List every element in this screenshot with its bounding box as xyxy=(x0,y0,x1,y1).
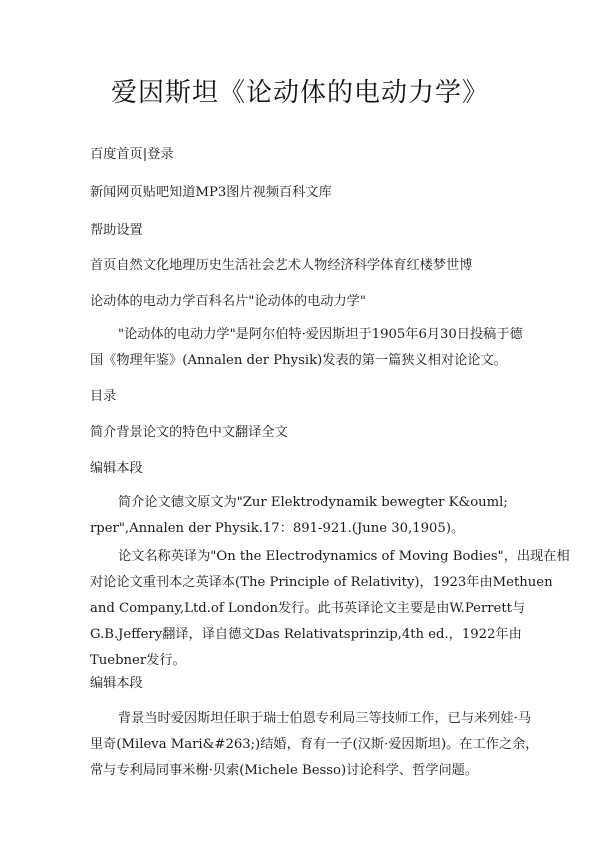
nav-categories[interactable]: 首页自然文化地理历史生活社会艺术人物经济科学体育红楼梦世博 xyxy=(90,258,473,273)
toc-items[interactable]: 简介背景论文的特色中文翻译全文 xyxy=(90,425,288,440)
edit-section-link-1[interactable]: 编辑本段 xyxy=(90,461,143,476)
english-line-1: 论文名称英译为"On the Electrodynamics of Moving Bodies"，出现在相 xyxy=(118,549,570,564)
intro-line-2: 国《物理年鉴》(Annalen der Physik)发表的第一篇狭义相对论论文。 xyxy=(90,353,507,368)
breadcrumb: 论动体的电动力学百科名片"论动体的电动力学" xyxy=(90,294,366,309)
english-line-5: Tuebner发行。 xyxy=(90,653,186,668)
background-paragraph xyxy=(90,706,539,784)
background-line-2: 里奇(Mileva Mari&#263;)结婚，育有一子(汉斯·爱因斯坦)。在工作之余， xyxy=(90,737,539,752)
background-line-1: 背景当时爱因斯坦任职于瑞士伯恩专利局三等技师工作，已与米列娃·马 xyxy=(118,711,532,726)
english-paragraph xyxy=(90,544,570,674)
toc-heading: 目录 xyxy=(90,389,117,404)
summary-line-2: rper",Annalen der Physik.17：891-921.(June 30,1905)。 xyxy=(90,521,465,536)
nav-top-links[interactable]: 百度首页|登录 xyxy=(90,147,174,162)
english-line-4: G.B.Jeffery翻译，译自德文Das Relativatsprinzip,4th ed.，1922年由 xyxy=(90,627,522,642)
nav-products[interactable]: 新闻网页贴吧知道MP3图片视频百科文库 xyxy=(90,185,332,200)
page-title: 爱因斯坦《论动体的电动力学》 xyxy=(110,78,489,108)
background-line-3: 常与专利局同事米榭·贝索(Michele Besso)讨论科学、哲学问题。 xyxy=(90,763,479,778)
intro-line-1: "论动体的电动力学"是阿尔伯特·爱因斯坦于1905年6月30日投稿于德 xyxy=(118,327,523,342)
intro-paragraph xyxy=(90,322,523,374)
english-line-2: 对论论文重刊本之英译本(The Principle of Relativity)，1923年由Methuen xyxy=(90,575,553,590)
edit-section-link-2[interactable]: 编辑本段 xyxy=(90,676,143,691)
english-line-3: and Company,Ltd.of London发行。此书英译论文主要是由W.Perrett与 xyxy=(90,601,526,616)
summary-paragraph xyxy=(90,490,515,542)
summary-line-1: 简介论文德文原文为"Zur Elektrodynamik bewegter K&ouml; xyxy=(118,495,508,510)
nav-help[interactable]: 帮助设置 xyxy=(90,223,143,238)
